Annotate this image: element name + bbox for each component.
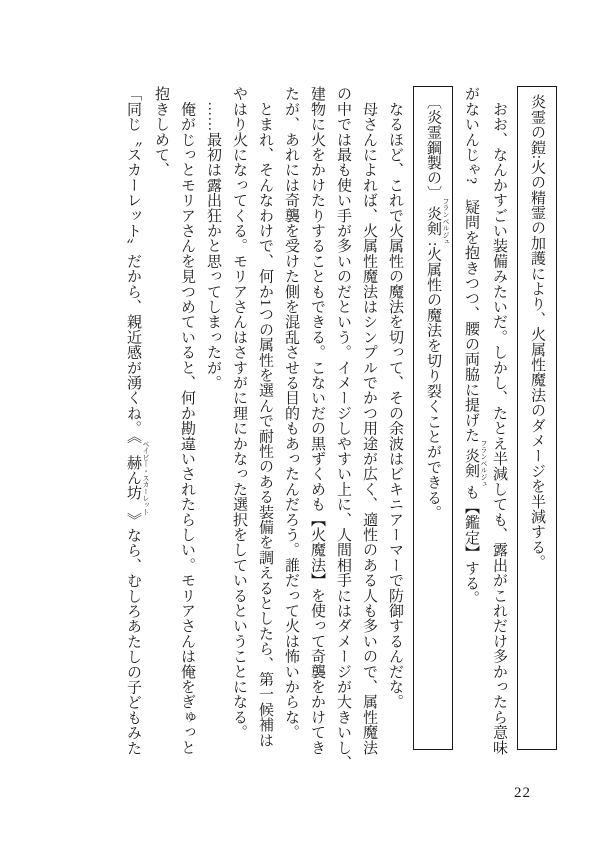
text-line: 「同じ〝スカーレット〟だから、親近感が湧くね。《赫ん坊 ベイビー・スカーレット》なら、むしろあたしの子どもみた	[125, 86, 148, 756]
text-line: たが、あれには奇襲を受けた側を混乱させる目的もあったんだろう。誰だって火は怖いからな。	[283, 86, 299, 740]
text-line: がないんじゃ? 疑問を抱きつつ、腰の両脇に提げた炎剣 フランベルジュも【鑑定】する。	[463, 86, 486, 606]
vertical-text-area	[120, 86, 562, 782]
text-line: とまれ、そんなわけで、何か1つの属性を選んで耐性のある装備を調えるとしたら、第一候補は	[257, 86, 273, 748]
text-line: ……最初は露出狂かと思ってしまったが。	[205, 86, 221, 390]
text-line: やはり火になってくる。モリアさんはさすがに理にかなった選択をしているということになる。	[231, 86, 247, 740]
text-line: 母さんによれば、火属性魔法はシンプルでかつ用途が広く、適性のある人も多いので、属性魔法	[361, 86, 377, 755]
text-line: 俺がじっとモリアさんを見つめていると、何か勘違いされたらしい。モリアさんは俺をぎゅっと	[179, 86, 195, 755]
page-number: 22	[514, 785, 531, 801]
text-line: 建物に火をかけたりすることもできる。こないだの黒ずくめも【火魔法】を使って奇襲をかけてき	[309, 86, 325, 755]
text-line: 抱きしめて、	[153, 86, 169, 178]
status-box-flame-sword: 〔炎霊鋼製の〕炎剣 フランベルジュ:火属性の魔法を切り裂くことができる。	[413, 86, 453, 750]
text-line: なるほど、これで火属性の魔法を切って、その余波はビキニアーマーで防御するんだな。	[387, 86, 403, 710]
text-line: の中では最も使い手が多いのだという。イメージしやすい上に、人間相手にはダメージが大きいし、	[335, 86, 351, 770]
text-line: おお、なんかすごい装備みたいだ。しかし、たとえ半減しても、露出がこれだけ多かったら意味	[491, 86, 507, 755]
status-box-flame-armor: 炎霊の鎧:火の精霊の加護により、火属性魔法のダメージを半減する。	[517, 86, 557, 750]
